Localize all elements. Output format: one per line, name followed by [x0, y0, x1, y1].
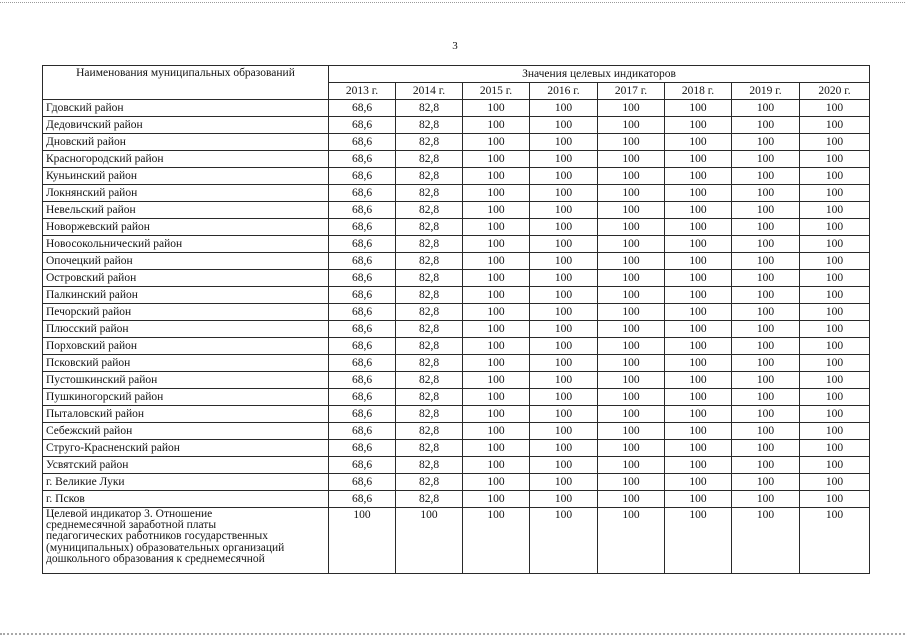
table-row — [43, 406, 870, 423]
table-row — [43, 457, 870, 474]
indicator-value: 100 — [732, 389, 800, 406]
indicator-value: 100 — [800, 100, 870, 117]
year-header: 2015 г. — [463, 83, 530, 100]
indicator-value: 82,8 — [396, 304, 463, 321]
indicator-value: 100 — [665, 168, 732, 185]
indicator-value: 100 — [732, 508, 800, 574]
indicator-value: 100 — [598, 151, 665, 168]
indicator-value: 100 — [463, 491, 530, 508]
indicator-3-description — [43, 508, 329, 574]
indicator-value: 100 — [732, 270, 800, 287]
indicator-value: 100 — [800, 406, 870, 423]
indicator-value: 68,6 — [329, 117, 396, 134]
indicator-value: 82,8 — [396, 457, 463, 474]
table-row — [43, 440, 870, 457]
indicator-value: 100 — [598, 270, 665, 287]
year-header: 2019 г. — [732, 83, 800, 100]
indicator-value: 68,6 — [329, 338, 396, 355]
indicator-value: 100 — [463, 440, 530, 457]
indicator-value: 100 — [732, 253, 800, 270]
municipality-name: Опочецкий район — [43, 253, 329, 270]
indicator-value: 68,6 — [329, 457, 396, 474]
indicator-value: 68,6 — [329, 185, 396, 202]
indicator-value: 100 — [530, 100, 598, 117]
indicator-value: 100 — [800, 287, 870, 304]
indicator-value: 100 — [598, 168, 665, 185]
indicator-value: 100 — [665, 253, 732, 270]
indicator-value: 68,6 — [329, 253, 396, 270]
indicator-value: 100 — [463, 134, 530, 151]
indicator-value: 100 — [598, 389, 665, 406]
indicator-value: 82,8 — [396, 440, 463, 457]
indicator-value: 68,6 — [329, 219, 396, 236]
indicator-value: 100 — [665, 355, 732, 372]
year-header: 2014 г. — [396, 83, 463, 100]
indicator-value: 100 — [800, 338, 870, 355]
municipality-name: Локнянский район — [43, 185, 329, 202]
indicator-value: 100 — [665, 440, 732, 457]
indicator-value: 82,8 — [396, 287, 463, 304]
indicator-value: 100 — [598, 491, 665, 508]
indicator-value: 100 — [665, 236, 732, 253]
table-row — [43, 134, 870, 151]
municipality-name: Усвятский район — [43, 457, 329, 474]
indicator-value: 100 — [530, 287, 598, 304]
indicator-value: 100 — [732, 202, 800, 219]
indicator-value: 100 — [665, 134, 732, 151]
indicator-value: 100 — [530, 457, 598, 474]
municipality-name: Палкинский район — [43, 287, 329, 304]
indicator-value: 100 — [665, 219, 732, 236]
municipality-name: Дедовичский район — [43, 117, 329, 134]
indicator-value: 100 — [598, 202, 665, 219]
indicator-value: 100 — [530, 236, 598, 253]
table-row — [43, 389, 870, 406]
indicator-value: 100 — [800, 219, 870, 236]
indicator-value: 68,6 — [329, 440, 396, 457]
indicator-value: 100 — [598, 372, 665, 389]
indicator-value: 100 — [463, 389, 530, 406]
indicator-value: 68,6 — [329, 474, 396, 491]
indicator-value: 82,8 — [396, 219, 463, 236]
indicator-value: 68,6 — [329, 134, 396, 151]
indicator-value: 100 — [800, 423, 870, 440]
indicator-value: 100 — [800, 440, 870, 457]
table-row — [43, 287, 870, 304]
indicator-value: 100 — [800, 253, 870, 270]
indicator-value: 82,8 — [396, 117, 463, 134]
indicator-value: 100 — [530, 389, 598, 406]
indicator-value: 100 — [732, 185, 800, 202]
indicator-value: 100 — [800, 474, 870, 491]
scan-edge-bottom — [0, 633, 905, 635]
indicator-value: 82,8 — [396, 355, 463, 372]
table-row — [43, 151, 870, 168]
indicator-value: 100 — [732, 117, 800, 134]
indicator-value: 100 — [732, 287, 800, 304]
indicator-value: 100 — [530, 474, 598, 491]
indicator-value: 100 — [665, 372, 732, 389]
indicator-value: 100 — [732, 134, 800, 151]
indicator-value: 100 — [463, 168, 530, 185]
indicator-value: 100 — [732, 440, 800, 457]
indicator-value: 100 — [800, 134, 870, 151]
indicator-value: 100 — [665, 423, 732, 440]
municipality-name: Новосокольнический район — [43, 236, 329, 253]
indicator-value: 100 — [732, 338, 800, 355]
indicator-value: 100 — [598, 423, 665, 440]
indicator-value: 100 — [598, 321, 665, 338]
indicator-value: 100 — [530, 202, 598, 219]
indicator-value: 100 — [598, 508, 665, 574]
table-row — [43, 423, 870, 440]
indicator-value: 100 — [800, 270, 870, 287]
indicator-value: 100 — [463, 474, 530, 491]
indicator-value: 100 — [665, 270, 732, 287]
municipality-name: Островский район — [43, 270, 329, 287]
indicator-value: 100 — [732, 406, 800, 423]
table-row — [43, 355, 870, 372]
indicator-value: 100 — [530, 185, 598, 202]
indicator-value: 100 — [396, 508, 463, 574]
indicator-value: 100 — [463, 372, 530, 389]
indicator-value: 100 — [463, 151, 530, 168]
indicator-value: 100 — [530, 219, 598, 236]
indicator-values-header: Значения целевых индикаторов — [329, 66, 870, 83]
indicator-value: 100 — [800, 151, 870, 168]
indicator-value: 100 — [732, 491, 800, 508]
indicator-value: 100 — [530, 372, 598, 389]
indicator-value: 100 — [732, 423, 800, 440]
indicator-value: 100 — [530, 151, 598, 168]
indicator-value: 100 — [530, 253, 598, 270]
table-row — [43, 372, 870, 389]
municipality-name: г. Великие Луки — [43, 474, 329, 491]
table-row — [43, 491, 870, 508]
table-row — [43, 474, 870, 491]
indicator-value: 100 — [463, 236, 530, 253]
table-row — [43, 253, 870, 270]
indicator-value: 100 — [800, 491, 870, 508]
indicator-value: 100 — [530, 321, 598, 338]
indicator-value: 100 — [732, 457, 800, 474]
indicator-value: 68,6 — [329, 372, 396, 389]
indicator-value: 82,8 — [396, 338, 463, 355]
table-row — [43, 117, 870, 134]
indicator-value: 100 — [598, 287, 665, 304]
indicator-value: 100 — [530, 270, 598, 287]
table-row — [43, 270, 870, 287]
indicator-value: 100 — [665, 304, 732, 321]
indicator-3-line: Целевой индикатор 3. Отношение — [46, 508, 213, 520]
indicator-value: 82,8 — [396, 423, 463, 440]
indicator-value: 100 — [598, 304, 665, 321]
table-row — [43, 168, 870, 185]
indicator-value: 100 — [530, 406, 598, 423]
indicator-value: 100 — [665, 287, 732, 304]
indicator-value: 100 — [463, 508, 530, 574]
indicator-value: 100 — [598, 474, 665, 491]
indicator-value: 82,8 — [396, 372, 463, 389]
municipality-name: Пустошкинский район — [43, 372, 329, 389]
indicator-value: 68,6 — [329, 389, 396, 406]
indicator-value: 100 — [530, 355, 598, 372]
indicator-value: 100 — [665, 202, 732, 219]
indicator-value: 68,6 — [329, 151, 396, 168]
indicator-value: 100 — [665, 508, 732, 574]
municipality-name: Себежский район — [43, 423, 329, 440]
year-header: 2016 г. — [530, 83, 598, 100]
indicator-value: 68,6 — [329, 406, 396, 423]
municipality-name: Дновский район — [43, 134, 329, 151]
indicator-value: 100 — [800, 185, 870, 202]
indicator-value: 100 — [463, 304, 530, 321]
municipality-name: Куньинский район — [43, 168, 329, 185]
indicator-value: 100 — [665, 100, 732, 117]
indicator-value: 100 — [598, 219, 665, 236]
indicator-value: 100 — [463, 406, 530, 423]
indicator-value: 100 — [800, 236, 870, 253]
indicator-value: 100 — [800, 117, 870, 134]
table-row — [43, 100, 870, 117]
indicator-value: 100 — [665, 151, 732, 168]
indicator-value: 100 — [530, 491, 598, 508]
indicator-value: 82,8 — [396, 389, 463, 406]
indicator-value: 100 — [530, 423, 598, 440]
indicator-value: 82,8 — [396, 270, 463, 287]
indicator-value: 100 — [598, 440, 665, 457]
indicator-value: 100 — [463, 185, 530, 202]
municipality-name: Новоржевский район — [43, 219, 329, 236]
indicator-value: 68,6 — [329, 355, 396, 372]
indicator-value: 100 — [530, 117, 598, 134]
indicator-value: 100 — [800, 321, 870, 338]
indicator-value: 100 — [598, 100, 665, 117]
municipality-name: Невельский район — [43, 202, 329, 219]
indicator-value: 100 — [598, 236, 665, 253]
indicator-value: 100 — [800, 355, 870, 372]
indicator-value: 100 — [800, 304, 870, 321]
indicator-value: 100 — [665, 389, 732, 406]
municipality-name: Плюсский район — [43, 321, 329, 338]
indicator-value: 82,8 — [396, 321, 463, 338]
indicator-value: 100 — [598, 338, 665, 355]
indicator-value: 100 — [800, 372, 870, 389]
indicator-3-line: дошкольного образования к среднемесячной — [46, 552, 265, 565]
table-row — [43, 185, 870, 202]
indicator-value: 100 — [463, 321, 530, 338]
indicator-value: 100 — [329, 508, 396, 574]
indicator-value: 100 — [463, 355, 530, 372]
indicator-value: 100 — [530, 168, 598, 185]
indicator-value: 68,6 — [329, 287, 396, 304]
municipality-name: Пыталовский район — [43, 406, 329, 423]
indicator-value: 68,6 — [329, 168, 396, 185]
indicator-value: 100 — [598, 253, 665, 270]
indicator-value: 100 — [463, 219, 530, 236]
table-row — [43, 321, 870, 338]
indicator-value: 68,6 — [329, 304, 396, 321]
indicator-value: 100 — [732, 219, 800, 236]
table-body — [43, 100, 870, 574]
indicator-value: 100 — [463, 253, 530, 270]
table-row — [43, 202, 870, 219]
municipality-name: Печорский район — [43, 304, 329, 321]
indicator-value: 100 — [463, 457, 530, 474]
municipality-name: Порховский район — [43, 338, 329, 355]
indicator-value: 100 — [463, 270, 530, 287]
table-row — [43, 338, 870, 355]
indicator-value: 100 — [732, 372, 800, 389]
indicator-value: 68,6 — [329, 270, 396, 287]
indicator-value: 100 — [598, 406, 665, 423]
indicator-value: 100 — [665, 338, 732, 355]
indicator-value: 82,8 — [396, 474, 463, 491]
indicator-value: 82,8 — [396, 185, 463, 202]
indicator-value: 100 — [530, 304, 598, 321]
indicator-value: 100 — [530, 508, 598, 574]
indicator-value: 100 — [800, 168, 870, 185]
indicator-value: 100 — [665, 117, 732, 134]
indicator-value: 100 — [665, 406, 732, 423]
indicator-value: 100 — [598, 457, 665, 474]
indicator-value: 68,6 — [329, 491, 396, 508]
indicator-value: 100 — [530, 134, 598, 151]
indicator-value: 100 — [665, 321, 732, 338]
indicator-value: 82,8 — [396, 168, 463, 185]
indicator-value: 100 — [463, 202, 530, 219]
municipality-name: Пушкиногорский район — [43, 389, 329, 406]
indicator-value: 68,6 — [329, 236, 396, 253]
table-row — [43, 236, 870, 253]
indicator-value: 100 — [800, 202, 870, 219]
indicator-value: 82,8 — [396, 100, 463, 117]
indicator-3-line: (муниципальных) образовательных организаций — [46, 541, 285, 554]
indicator-value: 100 — [732, 151, 800, 168]
indicator-value: 100 — [463, 423, 530, 440]
year-header: 2020 г. — [800, 83, 870, 100]
indicator-value: 100 — [598, 117, 665, 134]
year-header: 2017 г. — [598, 83, 665, 100]
indicator-value: 100 — [665, 491, 732, 508]
indicator-value: 100 — [732, 100, 800, 117]
name-column-header: Наименования муниципальных образований — [43, 66, 329, 100]
year-header: 2018 г. — [665, 83, 732, 100]
indicator-value: 100 — [732, 236, 800, 253]
indicator-value: 100 — [598, 355, 665, 372]
indicator-3-row — [43, 508, 870, 574]
indicator-value: 100 — [463, 287, 530, 304]
target-indicators-table — [42, 65, 870, 574]
indicator-value: 68,6 — [329, 100, 396, 117]
indicator-value: 82,8 — [396, 491, 463, 508]
indicator-value: 100 — [665, 474, 732, 491]
table-row — [43, 219, 870, 236]
scan-edge-top — [0, 2, 905, 3]
municipality-name: г. Псков — [43, 491, 329, 508]
indicator-value: 100 — [463, 100, 530, 117]
page-number: 3 — [452, 40, 458, 52]
indicator-value: 100 — [598, 134, 665, 151]
municipality-name: Псковский район — [43, 355, 329, 372]
indicator-value: 100 — [800, 457, 870, 474]
indicator-value: 82,8 — [396, 406, 463, 423]
indicator-3-line: педагогических работников государственных — [46, 530, 268, 543]
indicator-value: 68,6 — [329, 321, 396, 338]
header-row-group — [43, 66, 870, 83]
indicator-value: 68,6 — [329, 202, 396, 219]
indicator-value: 100 — [732, 355, 800, 372]
indicator-value: 82,8 — [396, 202, 463, 219]
indicator-value: 100 — [732, 474, 800, 491]
indicator-value: 100 — [463, 117, 530, 134]
indicator-value: 82,8 — [396, 151, 463, 168]
municipality-name: Красногородский район — [43, 151, 329, 168]
year-header: 2013 г. — [329, 83, 396, 100]
municipality-name: Гдовский район — [43, 100, 329, 117]
municipality-name: Струго-Красненский район — [43, 440, 329, 457]
indicator-value: 100 — [800, 389, 870, 406]
indicator-value: 100 — [530, 338, 598, 355]
indicator-3-line: среднемесячной заработной платы — [46, 519, 217, 532]
indicator-value: 100 — [665, 185, 732, 202]
indicator-value: 100 — [732, 304, 800, 321]
indicator-value: 82,8 — [396, 253, 463, 270]
indicator-value: 100 — [463, 338, 530, 355]
indicator-value: 100 — [732, 321, 800, 338]
indicator-value: 100 — [732, 168, 800, 185]
indicator-value: 68,6 — [329, 423, 396, 440]
indicator-value: 82,8 — [396, 134, 463, 151]
indicator-value: 82,8 — [396, 236, 463, 253]
indicator-value: 100 — [598, 185, 665, 202]
indicator-value: 100 — [665, 457, 732, 474]
indicator-value: 100 — [800, 508, 870, 574]
indicator-value: 100 — [530, 440, 598, 457]
table-row — [43, 304, 870, 321]
